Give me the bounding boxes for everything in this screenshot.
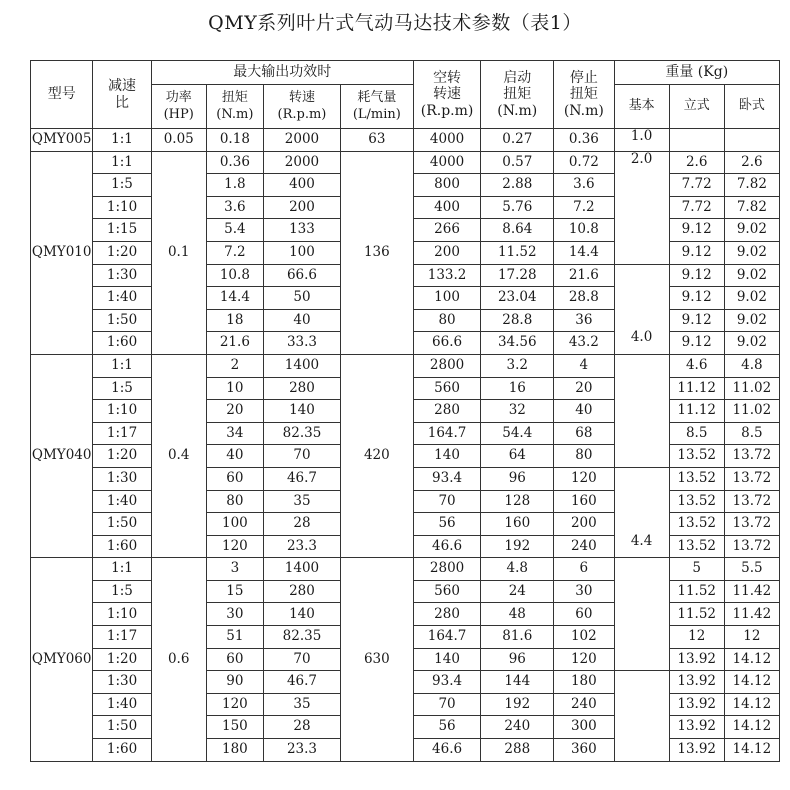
speed-cell: 33.3 (263, 332, 340, 355)
start-torque-cell: 4.8 (481, 558, 554, 581)
speed-cell: 46.7 (263, 467, 340, 490)
air-consumption-cell: 63 (340, 129, 413, 152)
speed-cell: 66.6 (263, 264, 340, 287)
table-row (31, 558, 780, 581)
idle-speed-cell: 133.2 (413, 264, 481, 287)
start-torque-cell: 81.6 (481, 626, 554, 649)
torque-cell: 1.8 (206, 174, 263, 197)
idle-speed-cell: 93.4 (413, 671, 481, 694)
idle-speed-cell: 4000 (413, 151, 481, 174)
stop-torque-cell: 21.6 (554, 264, 614, 287)
start-torque-cell: 28.8 (481, 309, 554, 332)
weight-horizontal-cell: 8.5 (724, 422, 779, 445)
weight-horizontal-cell: 4.8 (724, 354, 779, 377)
start-torque-cell: 48 (481, 603, 554, 626)
weight-horizontal-cell: 9.02 (724, 287, 779, 310)
torque-cell: 7.2 (206, 241, 263, 264)
air-consumption-cell: 136 (340, 151, 413, 354)
stop-torque-cell: 6 (554, 558, 614, 581)
idle-speed-cell: 140 (413, 445, 481, 468)
start-torque-cell: 8.64 (481, 219, 554, 242)
ratio-cell: 1:17 (93, 626, 151, 649)
stop-torque-cell: 3.6 (554, 174, 614, 197)
page-title: QMY系列叶片式气动马达技术参数（表1） (208, 12, 582, 34)
weight-horizontal-cell: 14.12 (724, 716, 779, 739)
weight-horizontal-cell: 13.72 (724, 490, 779, 513)
idle-speed-cell: 66.6 (413, 332, 481, 355)
speed-cell: 35 (263, 490, 340, 513)
weight-horizontal-cell: 11.42 (724, 603, 779, 626)
weight-vertical-cell: 9.12 (669, 332, 724, 355)
weight-vertical-cell: 9.12 (669, 264, 724, 287)
power-cell: 0.1 (151, 151, 206, 354)
weight-vertical-cell: 13.92 (669, 648, 724, 671)
torque-cell: 10 (206, 377, 263, 400)
start-torque-cell: 240 (481, 716, 554, 739)
stop-torque-cell: 28.8 (554, 287, 614, 310)
weight-vertical-cell: 13.52 (669, 445, 724, 468)
ratio-cell: 1:30 (93, 467, 151, 490)
weight-basic-cell: 4.4 (614, 467, 669, 557)
ratio-cell: 1:5 (93, 377, 151, 400)
idle-speed-cell: 56 (413, 513, 481, 536)
idle-speed-cell: 70 (413, 490, 481, 513)
ratio-cell: 1:1 (93, 129, 151, 152)
weight-basic-cell: 4.0 (614, 264, 669, 354)
weight-vertical-cell: 13.52 (669, 490, 724, 513)
header-ratio: 减速 比 (93, 61, 151, 129)
weight-vertical-cell: 9.12 (669, 287, 724, 310)
start-torque-cell: 128 (481, 490, 554, 513)
air-consumption-cell: 420 (340, 354, 413, 557)
header-start-torque: 启动 扭矩 (N.m) (481, 61, 554, 129)
start-torque-cell: 17.28 (481, 264, 554, 287)
weight-vertical-cell: 13.92 (669, 693, 724, 716)
stop-torque-cell: 68 (554, 422, 614, 445)
start-torque-cell: 32 (481, 400, 554, 423)
ratio-cell: 1:40 (93, 693, 151, 716)
torque-cell: 34 (206, 422, 263, 445)
weight-vertical-cell: 11.12 (669, 400, 724, 423)
start-torque-cell: 54.4 (481, 422, 554, 445)
start-torque-cell: 24 (481, 580, 554, 603)
weight-horizontal-cell (724, 129, 779, 152)
header-idle-speed: 空转 转速 (R.p.m) (413, 61, 481, 129)
weight-vertical-cell: 9.12 (669, 219, 724, 242)
torque-cell: 10.8 (206, 264, 263, 287)
ratio-cell: 1:5 (93, 580, 151, 603)
table-row (31, 354, 780, 377)
speed-cell: 2000 (263, 129, 340, 152)
weight-horizontal-cell: 14.12 (724, 739, 779, 762)
weight-vertical-cell: 2.6 (669, 151, 724, 174)
idle-speed-cell: 56 (413, 716, 481, 739)
ratio-cell: 1:10 (93, 196, 151, 219)
weight-horizontal-cell: 7.82 (724, 174, 779, 197)
weight-vertical-cell: 7.72 (669, 196, 724, 219)
stop-torque-cell: 0.72 (554, 151, 614, 174)
stop-torque-cell: 240 (554, 693, 614, 716)
idle-speed-cell: 280 (413, 603, 481, 626)
stop-torque-cell: 7.2 (554, 196, 614, 219)
idle-speed-cell: 2800 (413, 354, 481, 377)
speed-cell: 1400 (263, 354, 340, 377)
idle-speed-cell: 140 (413, 648, 481, 671)
torque-cell: 14.4 (206, 287, 263, 310)
torque-cell: 40 (206, 445, 263, 468)
idle-speed-cell: 80 (413, 309, 481, 332)
weight-horizontal-cell: 7.82 (724, 196, 779, 219)
stop-torque-cell: 43.2 (554, 332, 614, 355)
header-weight-vertical: 立式 (669, 85, 724, 129)
power-cell: 0.4 (151, 354, 206, 557)
ratio-cell: 1:15 (93, 219, 151, 242)
weight-vertical-cell: 13.92 (669, 671, 724, 694)
header-air-consumption: 耗气量 (L/min) (340, 85, 413, 129)
ratio-cell: 1:17 (93, 422, 151, 445)
header-power: 功率 (HP) (151, 85, 206, 129)
stop-torque-cell: 120 (554, 467, 614, 490)
torque-cell: 15 (206, 580, 263, 603)
idle-speed-cell: 46.6 (413, 739, 481, 762)
model-cell: QMY040 (31, 354, 93, 557)
ratio-cell: 1:1 (93, 354, 151, 377)
weight-vertical-cell: 13.92 (669, 716, 724, 739)
speed-cell: 28 (263, 513, 340, 536)
ratio-cell: 1:60 (93, 332, 151, 355)
torque-cell: 0.36 (206, 151, 263, 174)
weight-vertical-cell: 8.5 (669, 422, 724, 445)
stop-torque-cell: 120 (554, 648, 614, 671)
weight-horizontal-cell: 5.5 (724, 558, 779, 581)
torque-cell: 120 (206, 693, 263, 716)
header-model: 型号 (31, 61, 93, 129)
start-torque-cell: 11.52 (481, 241, 554, 264)
ratio-cell: 1:50 (93, 513, 151, 536)
weight-basic-cell (614, 671, 669, 761)
ratio-cell: 1:50 (93, 716, 151, 739)
ratio-cell: 1:10 (93, 400, 151, 423)
torque-cell: 51 (206, 626, 263, 649)
torque-cell: 21.6 (206, 332, 263, 355)
stop-torque-cell: 4 (554, 354, 614, 377)
torque-cell: 20 (206, 400, 263, 423)
torque-cell: 5.4 (206, 219, 263, 242)
start-torque-cell: 23.04 (481, 287, 554, 310)
header-weight-horizontal: 卧式 (724, 85, 779, 129)
torque-cell: 100 (206, 513, 263, 536)
weight-vertical-cell: 13.52 (669, 535, 724, 558)
ratio-cell: 1:30 (93, 264, 151, 287)
speed-cell: 133 (263, 219, 340, 242)
ratio-cell: 1:50 (93, 309, 151, 332)
ratio-cell: 1:40 (93, 490, 151, 513)
idle-speed-cell: 400 (413, 196, 481, 219)
header-torque: 扭矩 (N.m) (206, 85, 263, 129)
speed-cell: 140 (263, 603, 340, 626)
weight-horizontal-cell: 14.12 (724, 648, 779, 671)
start-torque-cell: 192 (481, 535, 554, 558)
weight-vertical-cell: 11.52 (669, 603, 724, 626)
stop-torque-cell: 80 (554, 445, 614, 468)
air-consumption-cell: 630 (340, 558, 413, 761)
ratio-cell: 1:20 (93, 445, 151, 468)
speed-cell: 28 (263, 716, 340, 739)
weight-horizontal-cell: 14.12 (724, 693, 779, 716)
header-weight-basic: 基本 (614, 85, 669, 129)
torque-cell: 60 (206, 648, 263, 671)
stop-torque-cell: 30 (554, 580, 614, 603)
stop-torque-cell: 10.8 (554, 219, 614, 242)
speed-cell: 280 (263, 580, 340, 603)
start-torque-cell: 192 (481, 693, 554, 716)
power-cell: 0.05 (151, 129, 206, 152)
speed-cell: 1400 (263, 558, 340, 581)
weight-horizontal-cell: 13.72 (724, 467, 779, 490)
start-torque-cell: 0.27 (481, 129, 554, 152)
ratio-cell: 1:60 (93, 535, 151, 558)
header-stop-torque: 停止 扭矩 (N.m) (554, 61, 614, 129)
weight-horizontal-cell: 2.6 (724, 151, 779, 174)
stop-torque-cell: 300 (554, 716, 614, 739)
idle-speed-cell: 266 (413, 219, 481, 242)
weight-vertical-cell: 13.52 (669, 467, 724, 490)
torque-cell: 2 (206, 354, 263, 377)
idle-speed-cell: 70 (413, 693, 481, 716)
weight-horizontal-cell: 11.02 (724, 377, 779, 400)
header-row-1 (31, 61, 780, 85)
stop-torque-cell: 40 (554, 400, 614, 423)
idle-speed-cell: 93.4 (413, 467, 481, 490)
idle-speed-cell: 46.6 (413, 535, 481, 558)
weight-horizontal-cell: 13.72 (724, 513, 779, 536)
idle-speed-cell: 164.7 (413, 626, 481, 649)
weight-horizontal-cell: 9.02 (724, 219, 779, 242)
start-torque-cell: 160 (481, 513, 554, 536)
torque-cell: 18 (206, 309, 263, 332)
weight-basic-cell (614, 354, 669, 467)
weight-horizontal-cell: 9.02 (724, 332, 779, 355)
ratio-cell: 1:1 (93, 151, 151, 174)
start-torque-cell: 5.76 (481, 196, 554, 219)
speed-cell: 100 (263, 241, 340, 264)
weight-vertical-cell: 4.6 (669, 354, 724, 377)
weight-vertical-cell: 9.12 (669, 241, 724, 264)
weight-horizontal-cell: 9.02 (724, 241, 779, 264)
torque-cell: 120 (206, 535, 263, 558)
speed-cell: 280 (263, 377, 340, 400)
stop-torque-cell: 200 (554, 513, 614, 536)
weight-vertical-cell: 11.12 (669, 377, 724, 400)
idle-speed-cell: 100 (413, 287, 481, 310)
stop-torque-cell: 14.4 (554, 241, 614, 264)
torque-cell: 3 (206, 558, 263, 581)
weight-vertical-cell: 5 (669, 558, 724, 581)
start-torque-cell: 96 (481, 648, 554, 671)
torque-cell: 150 (206, 716, 263, 739)
speed-cell: 82.35 (263, 626, 340, 649)
speed-cell: 70 (263, 445, 340, 468)
start-torque-cell: 2.88 (481, 174, 554, 197)
weight-horizontal-cell: 11.02 (724, 400, 779, 423)
speed-cell: 35 (263, 693, 340, 716)
spec-table-body (31, 61, 780, 762)
ratio-cell: 1:40 (93, 287, 151, 310)
speed-cell: 200 (263, 196, 340, 219)
weight-horizontal-cell: 9.02 (724, 309, 779, 332)
stop-torque-cell: 36 (554, 309, 614, 332)
idle-speed-cell: 164.7 (413, 422, 481, 445)
start-torque-cell: 34.56 (481, 332, 554, 355)
speed-cell: 40 (263, 309, 340, 332)
idle-speed-cell: 560 (413, 580, 481, 603)
weight-horizontal-cell: 11.42 (724, 580, 779, 603)
torque-cell: 180 (206, 739, 263, 762)
spec-table (30, 60, 780, 762)
speed-cell: 400 (263, 174, 340, 197)
torque-cell: 90 (206, 671, 263, 694)
stop-torque-cell: 180 (554, 671, 614, 694)
weight-vertical-cell: 7.72 (669, 174, 724, 197)
stop-torque-cell: 240 (554, 535, 614, 558)
speed-cell: 82.35 (263, 422, 340, 445)
stop-torque-cell: 20 (554, 377, 614, 400)
model-cell: QMY005 (31, 129, 93, 152)
weight-horizontal-cell: 13.72 (724, 445, 779, 468)
weight-basic-cell: 2.0 (614, 151, 669, 264)
weight-horizontal-cell: 14.12 (724, 671, 779, 694)
header-speed: 转速 (R.p.m) (263, 85, 340, 129)
speed-cell: 23.3 (263, 535, 340, 558)
stop-torque-cell: 0.36 (554, 129, 614, 152)
speed-cell: 50 (263, 287, 340, 310)
ratio-cell: 1:5 (93, 174, 151, 197)
weight-basic-cell: 1.0 (614, 129, 669, 152)
idle-speed-cell: 2800 (413, 558, 481, 581)
torque-cell: 80 (206, 490, 263, 513)
speed-cell: 46.7 (263, 671, 340, 694)
weight-vertical-cell: 11.52 (669, 580, 724, 603)
weight-vertical-cell: 12 (669, 626, 724, 649)
start-torque-cell: 96 (481, 467, 554, 490)
idle-speed-cell: 280 (413, 400, 481, 423)
idle-speed-cell: 560 (413, 377, 481, 400)
model-cell: QMY060 (31, 558, 93, 761)
header-weight: 重量 (Kg) (614, 61, 779, 85)
table-row (31, 151, 780, 174)
model-cell: QMY010 (31, 151, 93, 354)
ratio-cell: 1:20 (93, 648, 151, 671)
start-torque-cell: 288 (481, 739, 554, 762)
weight-vertical-cell: 13.52 (669, 513, 724, 536)
speed-cell: 23.3 (263, 739, 340, 762)
power-cell: 0.6 (151, 558, 206, 761)
start-torque-cell: 0.57 (481, 151, 554, 174)
start-torque-cell: 3.2 (481, 354, 554, 377)
idle-speed-cell: 800 (413, 174, 481, 197)
start-torque-cell: 64 (481, 445, 554, 468)
weight-vertical-cell: 13.92 (669, 739, 724, 762)
ratio-cell: 1:30 (93, 671, 151, 694)
stop-torque-cell: 102 (554, 626, 614, 649)
ratio-cell: 1:10 (93, 603, 151, 626)
start-torque-cell: 16 (481, 377, 554, 400)
torque-cell: 3.6 (206, 196, 263, 219)
ratio-cell: 1:60 (93, 739, 151, 762)
stop-torque-cell: 60 (554, 603, 614, 626)
weight-basic-cell (614, 558, 669, 671)
speed-cell: 70 (263, 648, 340, 671)
weight-vertical-cell (669, 129, 724, 152)
weight-horizontal-cell: 12 (724, 626, 779, 649)
torque-cell: 60 (206, 467, 263, 490)
weight-horizontal-cell: 13.72 (724, 535, 779, 558)
speed-cell: 2000 (263, 151, 340, 174)
stop-torque-cell: 360 (554, 739, 614, 762)
weight-horizontal-cell: 9.02 (724, 264, 779, 287)
torque-cell: 0.18 (206, 129, 263, 152)
idle-speed-cell: 200 (413, 241, 481, 264)
start-torque-cell: 144 (481, 671, 554, 694)
speed-cell: 140 (263, 400, 340, 423)
table-row (31, 129, 780, 152)
ratio-cell: 1:1 (93, 558, 151, 581)
ratio-cell: 1:20 (93, 241, 151, 264)
idle-speed-cell: 4000 (413, 129, 481, 152)
header-max-output: 最大输出功效时 (151, 61, 413, 85)
weight-vertical-cell: 9.12 (669, 309, 724, 332)
stop-torque-cell: 160 (554, 490, 614, 513)
torque-cell: 30 (206, 603, 263, 626)
